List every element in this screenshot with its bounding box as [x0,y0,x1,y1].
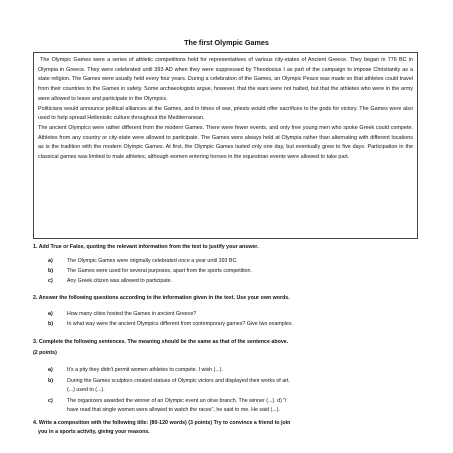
item-text-continued: (...) used to (...). [67,386,105,393]
item-text: The Games were used for several purposes, apart from the sports competition. [67,268,252,274]
question-2-item-b [48,320,420,329]
question-3-line-2: (2 points) [33,350,57,356]
item-marker: b) [48,321,53,327]
item-text: The Olympic Games were originally celebrated once a year until 393 BC. [67,258,238,264]
question-1-item-a [48,257,420,266]
passage-paragraph-1: The Olympic Games were a series of athletic competitions held for representatives of various city-states of Ancient Greece. They began in 776 BC in Olympia in Greece. They were celebrated until 393 AD when they were suppressed by Theodosius I as part of the campaign to impose Christianity as a state religion. The Games were usually held every four years. During a celebration of the Games, an Olympic Peace was made so that athletes could travel from their countries to the Games in safety. Some archaeologists argue, however, that the wars were not halted, but that the athletes who were in the army were allowed to leave and participate in the Olympics. [38,57,413,102]
item-text: During the Games sculptors created statues of Olympic victors and displayed their works of art. [67,378,290,384]
item-marker: a) [48,367,53,373]
question-3-item-b [48,377,420,394]
question-3-line-1: 3. Complete the following sentences. The meaning should be the same as that of the sentence above. [33,339,289,345]
question-3 [33,338,421,358]
question-4-line-2: you in a sports activity, giving your reasons. [38,429,150,435]
item-text: Any Greek citizen was allowed to participate. [67,278,173,284]
item-marker: a) [48,258,53,264]
question-3-item-c [48,397,420,414]
item-text: It's a pity they didn't permit women athletes to compete. I wish (...). [67,367,223,373]
question-2: 2. Answer the following questions according to the information given in the text. Use your own words. [33,295,290,301]
question-3-item-a [48,366,420,375]
passage-paragraph-2: Politicians would announce political alliances at the Games, and in times of war, priests would offer sacrifices to the gods for victory. The Games were also used to help spread Hellenistic culture throughout the Mediterranean. [38,105,413,122]
document-title: The first Olympic Games [184,38,269,47]
question-1-item-b [48,267,420,276]
reading-passage [33,52,418,239]
passage-paragraph-3: The ancient Olympics were rather different from the modern Games. There were fewer events, and only free young men who spoke Greek could compete. Athletes from any country or city-state were allowed to participate. The Games were always held at Olympia rather than alternating with different locations as is the tradition with the modern Olympic Games. At first, the Olympic Games lasted only one day, but eventually grew to five days. Participation in the classical games was limited to male athletes, although women entering horses in the equestrian events were allowed to take part. [38,124,413,161]
item-text: How many cities hosted the Games in ancient Greece? [67,311,197,317]
item-text: The organizers awarded the winner of an Olympic event an olive branch. The winner (...). d) "I [67,398,287,404]
item-text-continued: have read that single women were allowed to watch the races", he said to me. He said (...). [67,406,280,413]
item-marker: a) [48,311,53,317]
item-marker: b) [48,268,53,274]
question-2-item-a [48,310,420,319]
item-marker: b) [48,378,53,384]
item-text: In what way were the ancient Olympics different from contemporary games? Give two examples. [67,321,293,327]
question-1: 1. Add True or False, quoting the relevant information from the text to justify your answer. [33,244,259,250]
item-marker: c) [48,278,53,284]
question-1-item-c [48,277,420,286]
question-4-line-1: 4. Write a composition with the following title: (80-120 words) (3 points) Try to convince a friend to join [33,420,291,426]
question-4 [33,419,421,437]
item-marker: c) [48,398,53,404]
